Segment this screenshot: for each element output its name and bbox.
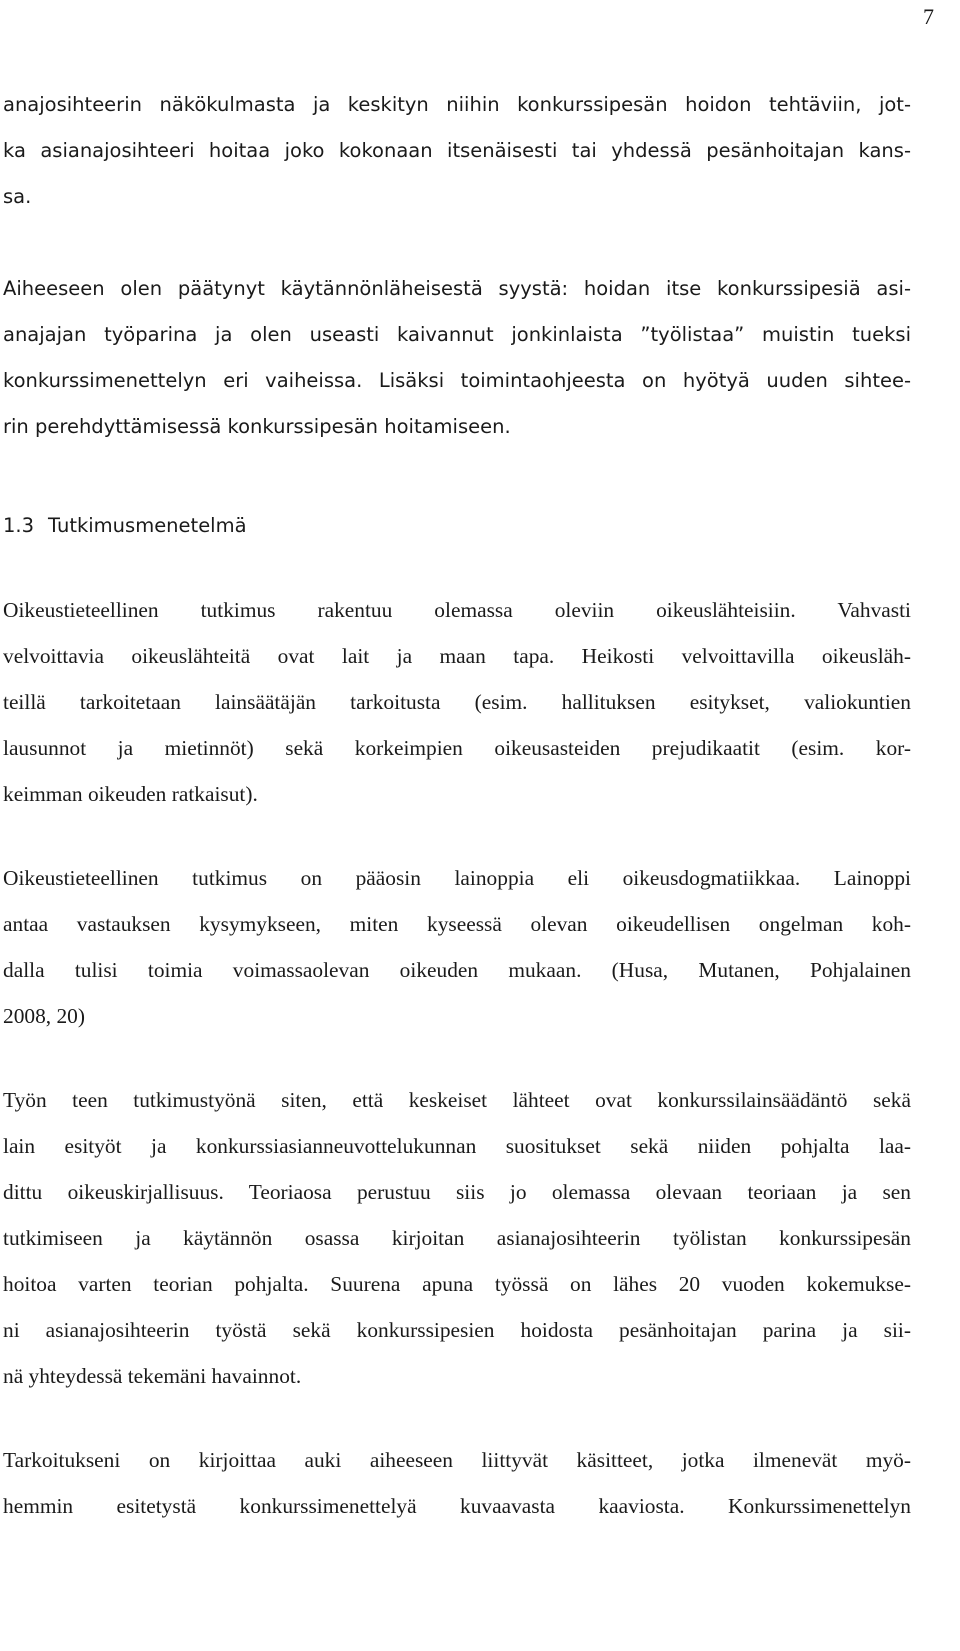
text-line: 2008, 20) [3,1004,85,1028]
text-line: hoitoa varten teorian pohjalta. Suurena apuna työssä on lähes 20 vuoden kokemukse- [3,1272,911,1296]
text-line: antaa vastauksen kysymykseen, miten kyseessä olevan oikeudellisen ongelman koh- [3,912,911,936]
text-line: Oikeustieteellinen tutkimus on pääosin lainoppia eli oikeusdogmatiikkaa. Lainoppi [3,866,911,890]
paragraph-intro [3,82,911,220]
text-line: Työn teen tutkimustyönä siten, että keskeiset lähteet ovat konkurssilainsäädäntö sekä [3,1088,911,1112]
text-line: dittu oikeuskirjallisuus. Teoriaosa perustuu siis jo olemassa olevaan teoriaan ja sen [3,1180,911,1204]
text-line: anajosihteerin näkökulmasta ja keskityn niihin konkurssipesän hoidon tehtäviin, jot- [3,93,911,116]
text-line: tutkimiseen ja käytännön osassa kirjoitan asianajosihteerin työlistan konkurssipesän [3,1226,911,1250]
section-heading [3,503,911,549]
text-line: ka asianajosihteeri hoitaa joko kokonaan itsenäisesti tai yhdessä pesänhoitajan kans- [3,139,911,162]
text-line: lausunnot ja mietinnöt) sekä korkeimpien oikeusasteiden prejudikaatit (esim. kor- [3,736,911,760]
text-line: keimman oikeuden ratkaisut). [3,782,258,806]
text-line: teillä tarkoitetaan lainsäätäjän tarkoitusta (esim. hallituksen esitykset, valiokuntien [3,690,911,714]
text-line: Tarkoitukseni on kirjoittaa auki aiheeseen liittyvät käsitteet, jotka ilmenevät myö- [3,1448,911,1472]
text-line: nä yhteydessä tekemäni havainnot. [3,1364,302,1388]
section-title: Tutkimusmenetelmä [48,514,247,537]
section-number: 1.3 [3,514,35,537]
text-line: dalla tulisi toimia voimassaolevan oikeuden mukaan. (Husa, Mutanen, Pohjalainen [3,958,911,982]
text-line: hemmin esitetystä konkurssimenettelyä kuvaavasta kaaviosta. Konkurssimenettelyn [3,1494,911,1518]
text-line: konkurssimenettelyn eri vaiheissa. Lisäksi toimintaohjeesta on hyötyä uuden sihtee- [3,369,911,392]
paragraph-motivation [3,266,911,450]
paragraph-dogmatics [3,855,911,1039]
text-line: velvoittavia oikeuslähteitä ovat lait ja maan tapa. Heikosti velvoittavilla oikeusläh- [3,644,911,668]
paragraph-legal-sources [3,587,911,817]
paragraph-purpose [3,1437,911,1529]
paragraph-method [3,1077,911,1399]
text-line: rin perehdyttämisessä konkurssipesän hoitamiseen. [3,415,511,438]
text-line: Aiheeseen olen päätynyt käytännönläheisestä syystä: hoidan itse konkurssipesiä asi- [3,277,911,300]
document-body [3,82,911,1529]
text-line: ni asianajosihteerin työstä sekä konkurssipesien hoidosta pesänhoitajan parina ja sii- [3,1318,911,1342]
text-line: Oikeustieteellinen tutkimus rakentuu olemassa oleviin oikeuslähteisiin. Vahvasti [3,598,911,622]
text-line: lain esityöt ja konkurssiasianneuvottelukunnan suositukset sekä niiden pohjalta laa- [3,1134,911,1158]
text-line: anajajan työparina ja olen useasti kaivannut jonkinlaista ”työlistaa” muistin tueksi [3,323,911,346]
text-line: sa. [3,185,32,208]
page-number: 7 [923,4,934,29]
